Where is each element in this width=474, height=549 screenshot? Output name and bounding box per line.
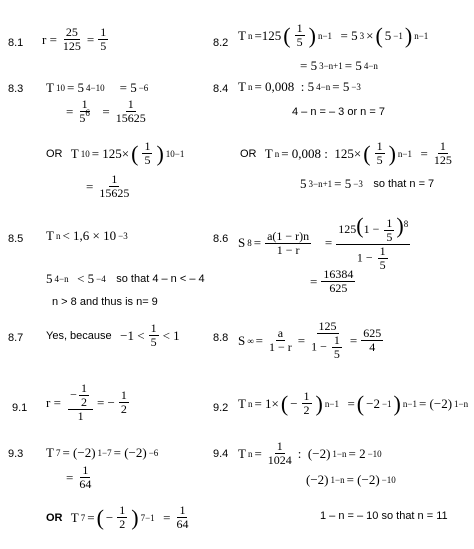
item-8-6-result: = $\frac{16384}{625}$	[310, 267, 354, 295]
item-8-2-expression: T n =125 ( $\frac{1}{5}$ ) n−1 = 5 3 × ( 5 −1 ) n−1	[238, 21, 429, 49]
item-8-4-alt-result: 5 3−n+1 = 5 −3 so that n = 7	[300, 176, 435, 191]
item-9-4-step: (−2) 1−n = (−2) −10	[306, 472, 396, 487]
or-label: OR	[46, 147, 63, 160]
item-8-1-number: 8.1	[8, 37, 24, 49]
item-8-4-expression: T n = 0,008 : 5 4−n = 5 −3	[238, 79, 361, 94]
item-8-4-solution: 4 – n = – 3 or n = 7	[292, 106, 385, 118]
item-8-2-result: = 5 3−n+1 = 5 4−n	[300, 58, 378, 73]
item-9-4-expression: T n = $\frac{1}{1024}$ : (−2) 1−n = 2 −10	[238, 439, 382, 467]
item-9-2-expression: T n = 1× ( − $\frac{1}{2}$ ) n−1 = ( −2 −1 ) n−1 = (−2) 1−n	[238, 389, 469, 417]
item-8-3-alt-result: = $\frac{1}{15625}$	[86, 172, 130, 200]
item-8-5-inequality: 5 4−n < 5 −4 so that 4 – n < – 4	[46, 271, 205, 286]
item-8-5-conclusion: n > 8 and thus is n= 9	[52, 296, 158, 308]
or-label: OR	[240, 147, 257, 160]
item-8-3-alternative: OR T 10 = 125× ( $\frac{1}{5}$ ) 10−1	[46, 139, 185, 167]
item-9-4-number: 9.4	[213, 448, 229, 460]
item-9-3-expression: T 7 = (−2) 1−7 = (−2) −6	[46, 445, 159, 460]
item-8-4-number: 8.4	[213, 83, 229, 95]
item-8-6-number: 8.6	[213, 233, 229, 245]
item-8-2-number: 8.2	[213, 37, 229, 49]
item-8-3-result: = $\frac{1}{5^6}$ = $\frac{1}{15625}$	[66, 97, 146, 125]
item-8-1-expression: r = $\frac{25}{125}$ = $\frac{1}{5}$	[42, 25, 107, 53]
item-8-8-number: 8.8	[213, 332, 229, 344]
item-8-7-expression: Yes, because −1 < $\frac{1}{5}$ < 1	[46, 321, 180, 349]
item-9-1-number: 9.1	[12, 402, 28, 414]
item-9-3-number: 9.3	[8, 448, 24, 460]
item-8-3-number: 8.3	[8, 83, 24, 95]
item-8-3-expression: T 10 = 5 4−10 = 5 −6	[46, 80, 149, 95]
item-8-7-number: 8.7	[8, 332, 24, 344]
item-9-4-conclusion: 1 – n = – 10 so that n = 11	[320, 510, 448, 522]
item-8-6-expression: S 8 = $\frac{a(1 - r)n}{1 - r}$ = 125(1 − $\frac{1}{5}$ )$^8$ 1 − $\frac{1}{5}$	[238, 213, 409, 272]
item-9-3-alternative: OR T 7 = ( − $\frac{1}{2}$ ) 7−1 = $\frac{1}{64}$	[46, 503, 189, 531]
item-8-5-so-that: so that 4 – n < – 4	[116, 273, 205, 285]
item-9-2-number: 9.2	[213, 402, 229, 414]
item-8-5-expression: T n < 1,6 × 10 −3	[46, 228, 128, 243]
item-9-1-expression: r = − $\frac{1}{2}$ 1 = − $\frac{1}{2}$	[46, 381, 127, 423]
item-8-4-alternative: OR T n = 0,008 : 125× ( $\frac{1}{5}$ ) n−1 = $\frac{1}{125}$	[240, 139, 452, 167]
item-9-3-result: = $\frac{1}{64}$	[66, 463, 92, 491]
item-8-5-number: 8.5	[8, 233, 24, 245]
item-8-7-reason: Yes, because	[46, 329, 112, 342]
item-8-4-so-that: so that n = 7	[373, 178, 435, 190]
item-8-8-expression: S ∞ = $\frac{a}{1 - r}$ = 125 1 − $\frac{1}{5}$ = $\frac{625}{4}$	[238, 319, 382, 361]
or-label: OR	[46, 511, 63, 524]
